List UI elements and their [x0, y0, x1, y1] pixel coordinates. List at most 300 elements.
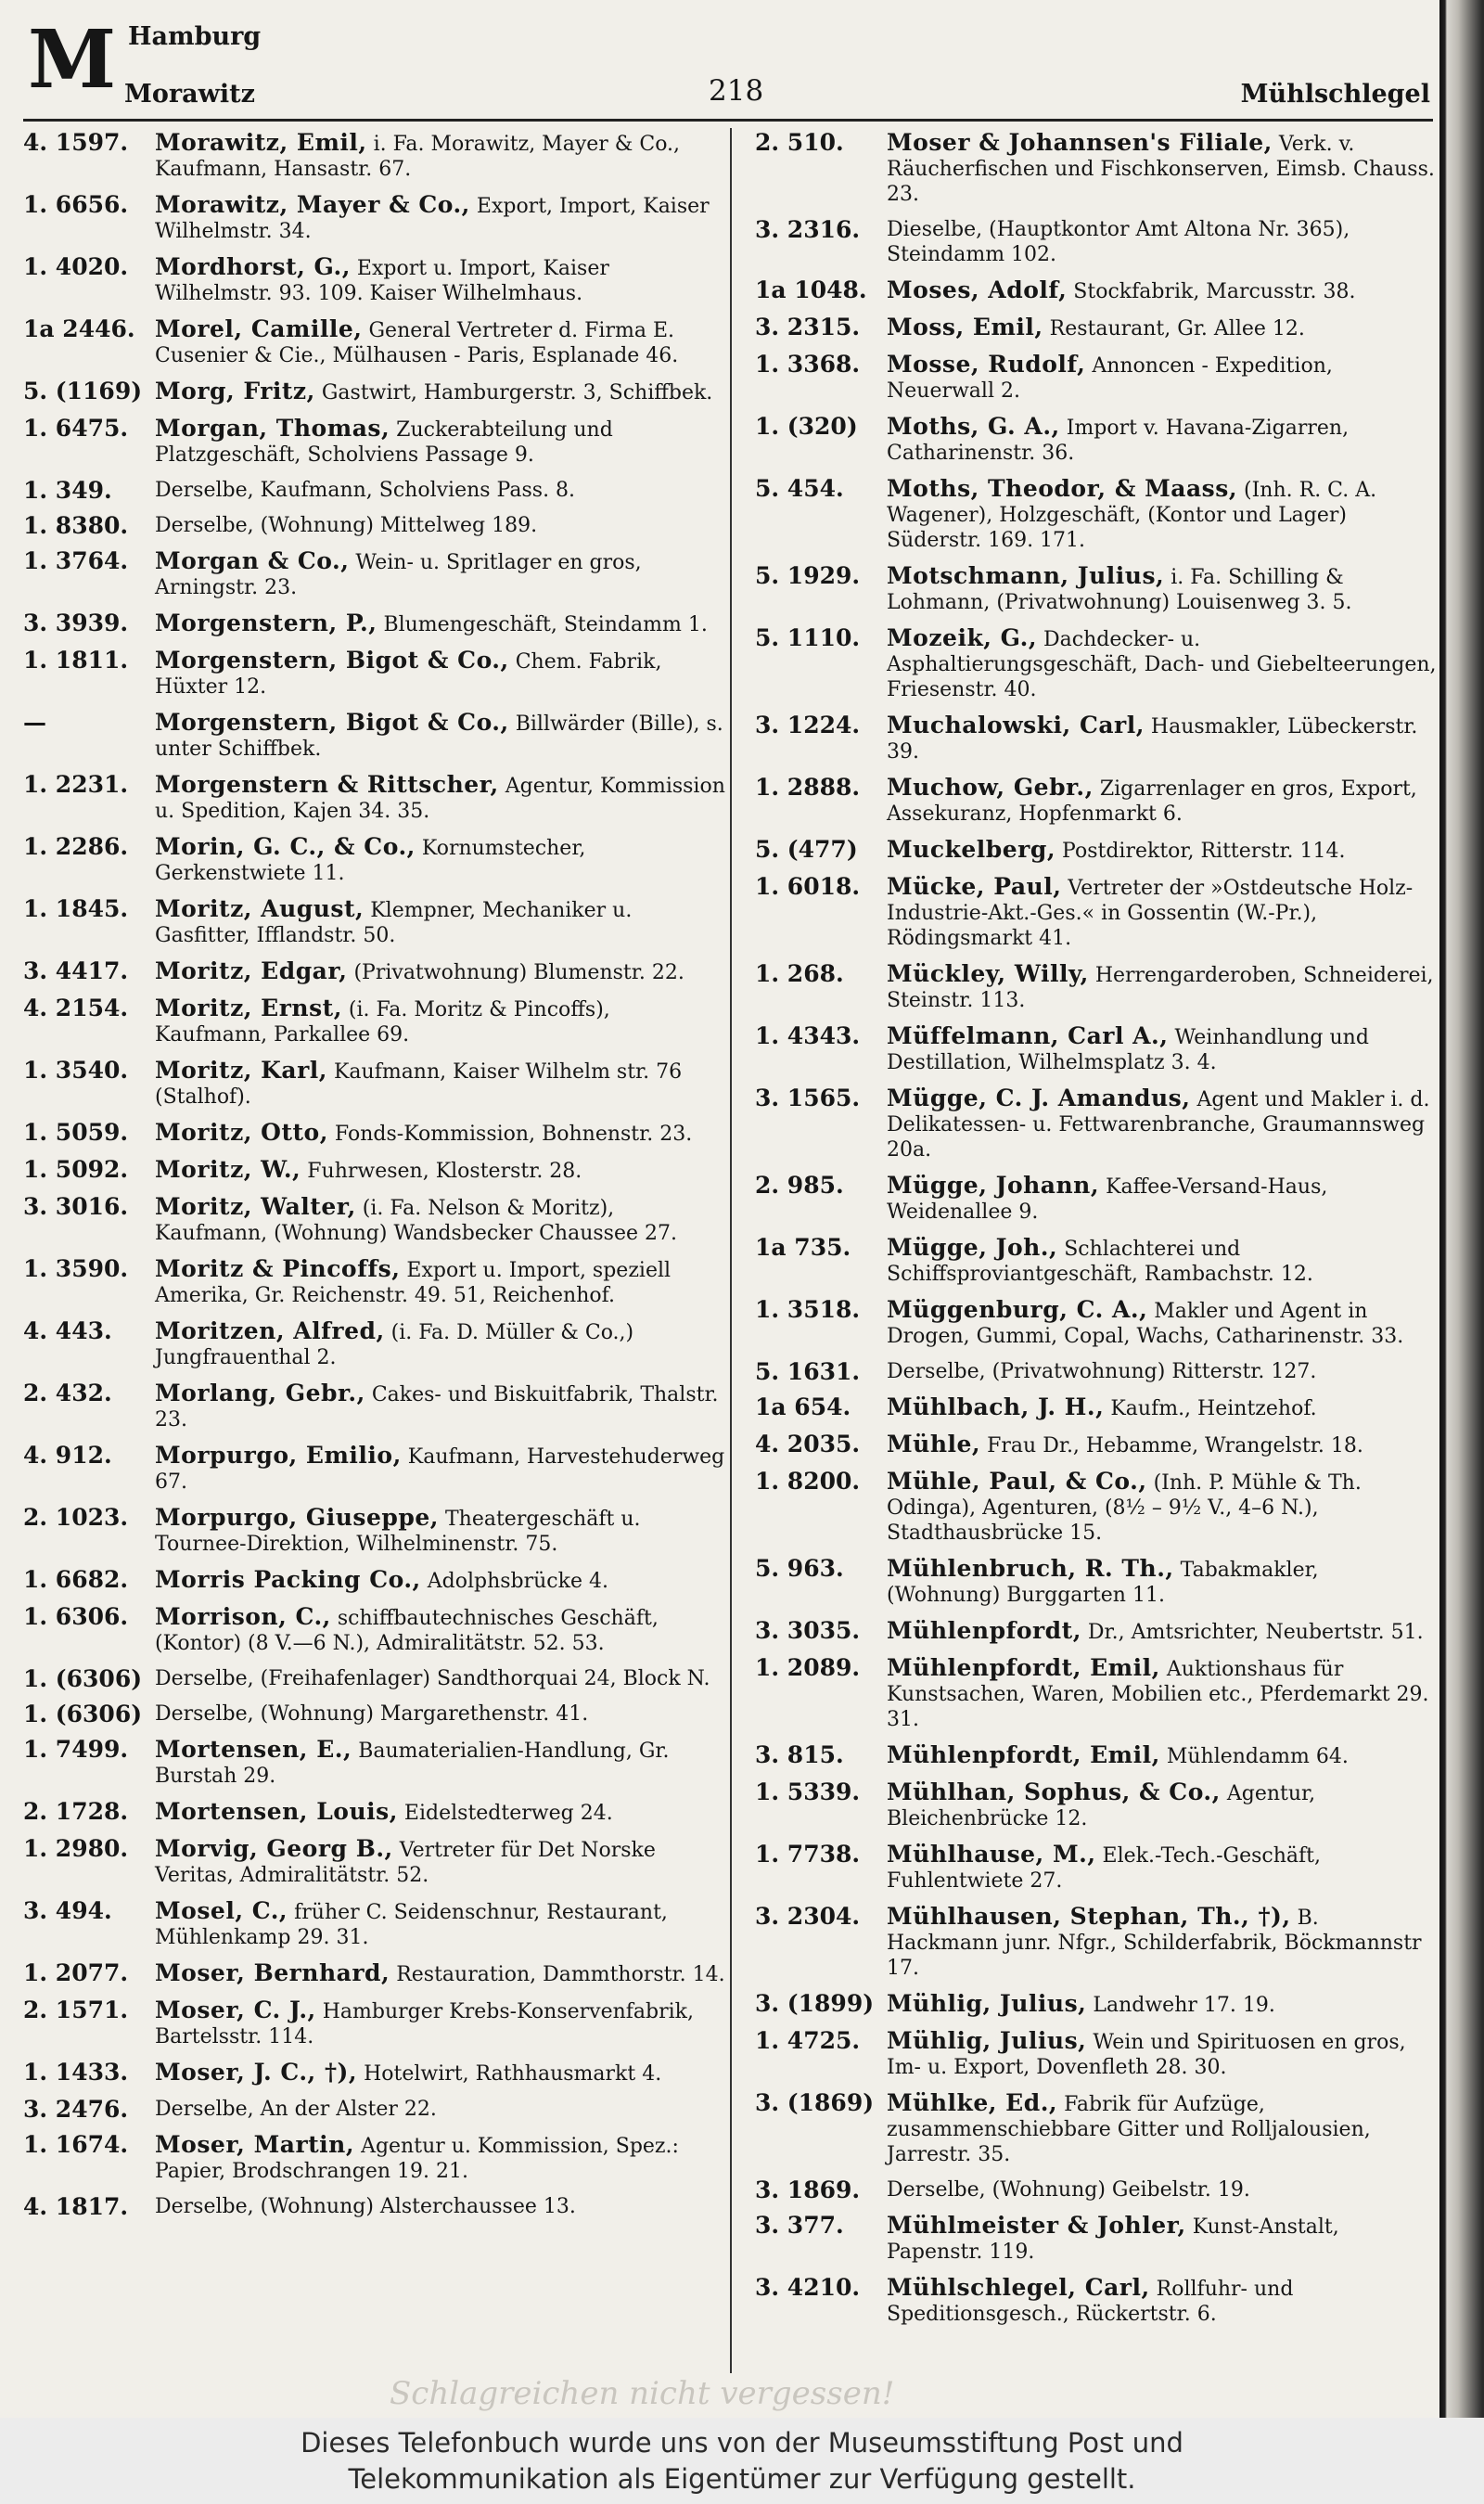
directory-entry: [755, 352, 1437, 404]
directory-entry: [755, 1779, 1437, 1831]
directory-entry: [755, 1359, 1437, 1384]
entry-name: Mühlschlegel, Carl,: [887, 2274, 1150, 2301]
directory-entry: [755, 1297, 1437, 1349]
entry-details: Fuhrwesen, Klosterstr. 28.: [307, 1160, 582, 1183]
phone-number: 2. 985.: [755, 1172, 844, 1199]
entry-name: Mühlenpfordt,: [887, 1617, 1081, 1644]
phone-number: 1. 5092.: [23, 1156, 129, 1183]
entry-name: Moritzen, Alfred,: [155, 1317, 385, 1344]
entry-name: Morgan, Thomas,: [155, 415, 390, 442]
entry-name: Morpurgo, Giuseppe,: [155, 1504, 439, 1531]
directory-entry: [755, 775, 1437, 827]
entry-name: Mügge, Joh.,: [887, 1234, 1058, 1261]
directory-entry: [23, 1120, 728, 1147]
phone-number: 1. 1845.: [23, 895, 129, 922]
directory-entry: [755, 1655, 1437, 1732]
directory-entry: [23, 1505, 728, 1557]
phone-number: 1. 1674.: [23, 2131, 129, 2158]
directory-entry: [755, 837, 1437, 864]
entry-name: Moritz, August,: [155, 895, 365, 922]
directory-entry: [23, 2194, 728, 2219]
directory-entry: [755, 1085, 1437, 1162]
entry-details: Derselbe, (Wohnung) Alsterchaussee 13.: [155, 2195, 576, 2218]
phone-number: 1. 4725.: [755, 2027, 861, 2054]
entry-name: Morlang, Gebr.,: [155, 1380, 365, 1406]
entry-name: Mordhorst, G.,: [155, 253, 351, 280]
phone-number: 1. 2980.: [23, 1835, 129, 1862]
phone-number: 4. 2154.: [23, 995, 129, 1021]
entry-name: Mügge, Johann,: [887, 1172, 1100, 1199]
phone-number: 1. (6306): [23, 1701, 143, 1727]
faded-notice: Schlagreichen nicht vergessen!: [390, 2375, 895, 2412]
directory-entry: [755, 414, 1437, 466]
entry-details: Kaffee-Versand-Haus, Weidenallee 9.: [887, 1175, 1328, 1224]
directory-entry: [755, 130, 1437, 207]
entry-name: Mücke, Paul,: [887, 873, 1062, 900]
entry-details: Adolphsbrücke 4.: [427, 1570, 608, 1593]
header-rule: [23, 119, 1433, 122]
entry-details: Kaufmann, Kaiser Wilhelm str. 76 (Stalhof).: [155, 1060, 683, 1109]
entry-name: Mühlenpfordt, Emil,: [887, 1654, 1160, 1681]
entry-details: Derselbe, (Wohnung) Geibelstr. 19.: [887, 2178, 1250, 2202]
phone-number: 1. 6475.: [23, 415, 129, 442]
directory-entry: [23, 1898, 728, 1950]
directory-entry: [755, 1173, 1437, 1225]
entry-details: Restauration, Dammthorstr. 14.: [396, 1963, 725, 1986]
entry-details: i. Fa. Schilling & Lohmann, (Privatwohnung) Louisenweg 3. 5.: [887, 566, 1352, 614]
entry-name: Mortensen, Louis,: [155, 1798, 398, 1825]
entry-details: Export u. Import, speziell Amerika, Gr. Reichenstr. 49. 51, Reichenhof.: [155, 1259, 672, 1307]
directory-entry: [23, 772, 728, 824]
phone-number: 5. 963.: [755, 1555, 844, 1582]
entry-details: Derselbe, (Privatwohnung) Ritterstr. 127.: [887, 1360, 1317, 1383]
entry-name: Muchow, Gebr.,: [887, 774, 1094, 801]
entry-name: Moser, J. C., †),: [155, 2059, 358, 2086]
entry-details: Annoncen - Expedition, Neuerwall 2.: [887, 354, 1333, 403]
entry-details: Gastwirt, Hamburgerstr. 3, Schiffbek.: [321, 381, 713, 404]
directory-entry: [23, 1380, 728, 1432]
directory-entry: [755, 1469, 1437, 1546]
phone-number: 3. 815.: [755, 1741, 844, 1768]
phone-number: 3. 1224.: [755, 712, 861, 738]
entry-details: (i. Fa. Nelson & Moritz), Kaufmann, (Wohnung) Wandsbecker Chaussee 27.: [155, 1197, 677, 1245]
directory-entry: [755, 1904, 1437, 1981]
right-column: [755, 130, 1437, 2337]
city-heading: Hamburg: [128, 22, 262, 51]
entry-details: Elek.-Tech.-Geschäft, Fuhlentwiete 27.: [887, 1844, 1322, 1893]
entry-name: Muckelberg,: [887, 836, 1056, 863]
entry-details: Fonds-Kommission, Bohnenstr. 23.: [334, 1123, 693, 1146]
phone-number: 1. (320): [755, 413, 858, 440]
entry-name: Müggenburg, C. A.,: [887, 1296, 1148, 1323]
directory-entry: [755, 1394, 1437, 1421]
entry-details: Eidelstedterweg 24.: [403, 1802, 613, 1825]
directory-entry: [755, 2090, 1437, 2167]
entry-details: Agentur, Bleichenbrücke 12.: [887, 1782, 1316, 1830]
entry-name: Morrison, C.,: [155, 1603, 331, 1630]
phone-number: 1. (6306): [23, 1665, 143, 1692]
phone-number: 1a 1048.: [755, 276, 867, 303]
entry-name: Moritz, Otto,: [155, 1119, 328, 1146]
entry-details: (i. Fa. Moritz & Pincoffs), Kaufmann, Parkallee 69.: [155, 998, 610, 1047]
entry-details: Rollfuhr- und Speditionsgesch., Rückertstr. 6.: [887, 2278, 1294, 2326]
phone-number: 2. 1728.: [23, 1798, 129, 1825]
directory-entry: [23, 1666, 728, 1691]
entry-name: Moser, C. J.,: [155, 1997, 316, 2023]
entry-name: Muchalowski, Carl,: [887, 712, 1145, 738]
directory-entry: [755, 1618, 1437, 1645]
entry-details: Agentur, Kommission u. Spedition, Kajen 34. 35.: [155, 775, 725, 823]
phone-number: 3. (1899): [755, 1990, 875, 2017]
first-entry-heading: Morawitz: [124, 80, 255, 109]
last-entry-heading: Mühlschlegel: [1240, 80, 1430, 109]
entry-name: Moritz, Walter,: [155, 1193, 356, 1220]
entry-name: Morgenstern, Bigot & Co.,: [155, 709, 509, 736]
directory-entry: [755, 2028, 1437, 2080]
directory-entry: [23, 610, 728, 637]
directory-entry: [755, 1842, 1437, 1894]
entry-details: Theatergeschäft u. Tournee-Direktion, Wilhelminenstr. 75.: [155, 1508, 641, 1556]
directory-entry: [755, 277, 1437, 304]
entry-name: Mosel, C.,: [155, 1897, 288, 1924]
phone-number: 3. 2316.: [755, 216, 861, 243]
directory-entry: [23, 1960, 728, 1987]
phone-number: 1. 1811.: [23, 647, 129, 674]
directory-entry: [755, 1432, 1437, 1458]
phone-number: 3. 1869.: [755, 2177, 861, 2203]
entry-details: Baumaterialien-Handlung, Gr. Burstah 29.: [155, 1740, 670, 1788]
entry-details: (Inh. P. Mühle & Th. Odinga), Agenturen, (8½ – 9½ V., 4–6 N.), Stadthausbrücke 15.: [887, 1471, 1362, 1545]
entry-details: Weinhandlung und Destillation, Wilhelmsplatz 3. 4.: [887, 1026, 1369, 1074]
directory-entry: [23, 1194, 728, 1246]
entry-name: Mühlbach, J. H.,: [887, 1393, 1105, 1420]
entry-details: Derselbe, (Wohnung) Margarethenstr. 41.: [155, 1702, 589, 1726]
entry-details: Hotelwirt, Rathhausmarkt 4.: [364, 2062, 662, 2086]
entry-details: Frau Dr., Hebamme, Wrangelstr. 18.: [987, 1434, 1363, 1457]
entry-name: Moritz, Edgar,: [155, 957, 348, 984]
directory-entry: [755, 1235, 1437, 1287]
phone-number: 1. 3368.: [755, 351, 861, 378]
entry-details: Derselbe, (Freihafenlager) Sandthorquai 24, Block N.: [155, 1667, 710, 1690]
directory-entry: [23, 2060, 728, 2087]
entry-details: Landwehr 17. 19.: [1093, 1994, 1275, 2017]
entry-details: Stockfabrik, Marcusstr. 38.: [1073, 280, 1356, 303]
phone-number: 1. 6682.: [23, 1566, 129, 1593]
directory-entry: [755, 2177, 1437, 2202]
phone-number: 4. 912.: [23, 1442, 112, 1469]
archive-footer: [0, 2418, 1484, 2504]
phone-number: 3. 377.: [755, 2212, 844, 2239]
directory-entry: [23, 513, 728, 538]
entry-name: Mühlig, Julius,: [887, 1990, 1087, 2017]
entry-name: Mühlke, Ed.,: [887, 2089, 1058, 2116]
directory-entry: [755, 2275, 1437, 2327]
phone-number: 3. 4417.: [23, 957, 129, 984]
phone-number: 1. 4020.: [23, 253, 129, 280]
phone-number: 1. 3590.: [23, 1255, 129, 1282]
entry-name: Mügge, C. J. Amandus,: [887, 1085, 1191, 1111]
phone-number: 4. 1817.: [23, 2193, 129, 2220]
entry-name: Moths, Theodor, & Maass,: [887, 475, 1238, 502]
phone-number: 1. 6656.: [23, 191, 129, 218]
entry-name: Moser, Martin,: [155, 2131, 355, 2158]
phone-number: 2. 432.: [23, 1380, 112, 1406]
entry-name: Moses, Adolf,: [887, 276, 1068, 303]
entry-details: (Inh. R. C. A. Wagener), Holzgeschäft, (Kontor und Lager) Süderstr. 169. 171.: [887, 479, 1377, 552]
entry-details: Cakes- und Biskuitfabrik, Thalstr. 23.: [155, 1383, 719, 1432]
directory-entry: [23, 995, 728, 1047]
entry-details: Chem. Fabrik, Hüxter 12.: [155, 650, 662, 699]
phone-number: 1. 268.: [755, 960, 844, 987]
directory-entry: [755, 1991, 1437, 2018]
entry-name: Morgenstern & Rittscher,: [155, 771, 499, 798]
entry-details: Zuckerabteilung und Platzgeschäft, Scholviens Passage 9.: [155, 418, 613, 467]
phone-number: 1. 2077.: [23, 1959, 129, 1986]
phone-number: 3. 1565.: [755, 1085, 861, 1111]
entry-details: Billwärder (Bille), s. unter Schiffbek.: [155, 713, 723, 761]
phone-number: 1. 4343.: [755, 1022, 861, 1049]
entry-details: Dr., Amtsrichter, Neubertstr. 51.: [1087, 1621, 1424, 1644]
entry-details: Hausmakler, Lübeckerstr. 39.: [887, 715, 1418, 764]
entry-details: Dieselbe, (Hauptkontor Amt Altona Nr. 365), Steindamm 102.: [887, 218, 1350, 266]
entry-name: Mosse, Rudolf,: [887, 351, 1086, 378]
entry-details: (i. Fa. D. Müller & Co.,) Jungfrauenthal 2.: [155, 1321, 634, 1369]
entry-name: Mühlmeister & Johler,: [887, 2212, 1186, 2239]
phone-number: 1. 8200.: [755, 1468, 861, 1495]
directory-entry: [23, 1157, 728, 1184]
directory-entry: [23, 1318, 728, 1370]
entry-details: Verk. v. Räucherfischen und Fischkonserven, Eimsb. Chauss. 23.: [887, 133, 1435, 206]
entry-name: Müffelmann, Carl A.,: [887, 1022, 1169, 1049]
left-column: [23, 130, 728, 2229]
entry-details: Derselbe, An der Alster 22.: [155, 2098, 437, 2121]
directory-entry: [23, 192, 728, 244]
entry-name: Mozeik, G.,: [887, 624, 1038, 651]
footer-line-2: Telekommunikation als Eigentümer zur Verfügung gestellt.: [348, 2463, 1136, 2495]
directory-entry: [755, 1556, 1437, 1608]
phone-number: 1. 5059.: [23, 1119, 129, 1146]
entry-name: Mühlhause, M.,: [887, 1841, 1096, 1868]
directory-entry: [23, 710, 728, 762]
phone-number: 3. 3939.: [23, 610, 129, 636]
phone-number: 3. (1869): [755, 2089, 875, 2116]
entry-name: Morawitz, Mayer & Co.,: [155, 191, 470, 218]
directory-entry: [755, 476, 1437, 553]
entry-details: Fabrik für Aufzüge, zusammenschiebbare Gitter und Rolljalousien, Jarrestr. 35.: [887, 2093, 1371, 2166]
entry-name: Mühlig, Julius,: [887, 2027, 1087, 2054]
directory-entry: [23, 1799, 728, 1826]
directory-entry: [23, 316, 728, 368]
entry-name: Morgan & Co.,: [155, 547, 350, 574]
entry-details: Derselbe, (Wohnung) Mittelweg 189.: [155, 514, 538, 537]
entry-name: Moths, G. A.,: [887, 413, 1060, 440]
entry-details: (Privatwohnung) Blumenstr. 22.: [353, 961, 684, 984]
phone-number: —: [23, 709, 46, 736]
directory-entry: [23, 130, 728, 182]
phone-number: 1a 735.: [755, 1234, 851, 1261]
entry-name: Morvig, Georg B.,: [155, 1835, 393, 1862]
entry-details: Vertreter der »Ostdeutsche Holz-Industrie-Akt.-Ges.« in Gossentin (W.-Pr.), Rödingsmarkt 41.: [887, 877, 1414, 950]
page-number: 218: [709, 74, 764, 108]
phone-number: 1. 3540.: [23, 1057, 129, 1084]
directory-entry: [23, 416, 728, 468]
section-letter: M: [28, 13, 117, 107]
entry-details: Export, Import, Kaiser Wilhelmstr. 34.: [155, 195, 710, 243]
phone-number: 1. 6306.: [23, 1603, 129, 1630]
directory-entry: [755, 961, 1437, 1013]
phone-number: 2. 510.: [755, 129, 844, 156]
phone-number: 3. 2315.: [755, 314, 861, 340]
page-header: [0, 0, 1439, 119]
entry-details: Blumengeschäft, Steindamm 1.: [383, 613, 708, 636]
entry-details: Derselbe, Kaufmann, Scholviens Pass. 8.: [155, 479, 576, 502]
directory-entry: [23, 254, 728, 306]
entry-details: Zigarrenlager en gros, Export, Assekuranz, Hopfenmarkt 6.: [887, 777, 1417, 826]
entry-name: Mühlhausen, Stephan, Th., †),: [887, 1903, 1291, 1930]
entry-details: Agent und Makler i. d. Delikatessen- u. Fettwarenbranche, Graumannsweg 20a.: [887, 1088, 1430, 1162]
entry-name: Moss, Emil,: [887, 314, 1043, 340]
entry-details: früher C. Seidenschnur, Restaurant, Mühlenkamp 29. 31.: [155, 1901, 668, 1949]
phone-number: 1. 2231.: [23, 771, 129, 798]
entry-details: Kunst-Anstalt, Papenstr. 119.: [887, 2215, 1339, 2264]
phone-number: 5. (1169): [23, 378, 143, 404]
directory-entry: [23, 1836, 728, 1888]
phone-number: 1. 2286.: [23, 833, 129, 860]
entry-details: Dachdecker- u. Asphaltierungsgeschäft, Dach- und Giebelteerungen, Friesenstr. 40.: [887, 628, 1437, 701]
entry-name: Moritz, W.,: [155, 1156, 301, 1183]
entry-details: i. Fa. Morawitz, Mayer & Co., Kaufmann, Hansastr. 67.: [155, 133, 681, 181]
entry-name: Morin, G. C., & Co.,: [155, 833, 416, 860]
entry-details: General Vertreter d. Firma E. Cusenier & Cie., Mülhausen - Paris, Esplanade 46.: [155, 319, 679, 367]
phone-number: 4. 2035.: [755, 1431, 861, 1457]
phone-number: 3. 4210.: [755, 2274, 861, 2301]
entry-name: Morel, Camille,: [155, 315, 363, 342]
directory-entry: [23, 896, 728, 948]
entry-details: Agentur u. Kommission, Spez.: Papier, Brodschrangen 19. 21.: [155, 2135, 679, 2183]
entry-name: Morg, Fritz,: [155, 378, 315, 404]
directory-entry: [23, 1567, 728, 1594]
entry-name: Morawitz, Emil,: [155, 129, 367, 156]
entry-name: Mühlenpfordt, Emil,: [887, 1741, 1160, 1768]
entry-details: Export u. Import, Kaiser Wilhelmstr. 93. 109. Kaiser Wilhelmhaus.: [155, 257, 609, 305]
entry-name: Mühle, Paul, & Co.,: [887, 1468, 1147, 1495]
entry-details: Wein und Spirituosen en gros, Im- u. Export, Dovenfleth 28. 30.: [887, 2031, 1406, 2079]
directory-entry: [755, 874, 1437, 951]
entry-details: Restaurant, Gr. Allee 12.: [1049, 317, 1305, 340]
footer-line-1: Dieses Telefonbuch wurde uns von der Museumsstiftung Post und: [301, 2427, 1183, 2459]
phone-number: 4. 1597.: [23, 129, 129, 156]
directory-entry: [23, 478, 728, 503]
phone-number: 5. 1929.: [755, 562, 861, 589]
phone-number: 1. 3518.: [755, 1296, 861, 1323]
directory-entry: [755, 315, 1437, 341]
entry-details: Schlachterei und Schiffsproviantgeschäft, Rambachstr. 12.: [887, 1238, 1313, 1286]
entry-details: Tabakmakler, (Wohnung) Burggarten 11.: [887, 1559, 1319, 1607]
phone-number: 1. 1433.: [23, 2059, 129, 2086]
directory-entry: [23, 1256, 728, 1308]
directory-entry: [755, 563, 1437, 615]
phone-number: 1. 7499.: [23, 1736, 129, 1763]
entry-details: Mühlendamm 64.: [1166, 1745, 1349, 1768]
phone-number: 5. (477): [755, 836, 858, 863]
entry-name: Moser, Bernhard,: [155, 1959, 390, 1986]
entry-details: Kaufm., Heintzehof.: [1110, 1397, 1317, 1420]
entry-name: Mortensen, E.,: [155, 1736, 352, 1763]
entry-details: Wein- u. Spritlager en gros, Arningstr. 23.: [155, 551, 642, 599]
entry-details: schiffbautechnisches Geschäft, (Kontor) (8 V.—6 N.), Admiralitätstr. 52. 53.: [155, 1607, 659, 1655]
entry-details: Klempner, Mechaniker u. Gasfitter, Ifflandstr. 50.: [155, 899, 633, 947]
phone-number: 5. 1110.: [755, 624, 861, 651]
directory-entry: [23, 648, 728, 700]
phone-number: 2. 1571.: [23, 1997, 129, 2023]
entry-name: Moritz, Ernst,: [155, 995, 342, 1021]
directory-entry: [755, 1023, 1437, 1075]
directory-entry: [23, 834, 728, 886]
directory-entry: [755, 217, 1437, 267]
entry-details: Herrengarderoben, Schneiderei, Steinstr. 113.: [887, 964, 1434, 1012]
phone-number: 1. 3764.: [23, 547, 129, 574]
entry-details: Postdirektor, Ritterstr. 114.: [1062, 840, 1346, 863]
entry-name: Moritz, Karl,: [155, 1057, 327, 1084]
phone-number: 1. 2089.: [755, 1654, 861, 1681]
directory-entry: [23, 1701, 728, 1727]
entry-details: Makler und Agent in Drogen, Gummi, Copal, Wachs, Catharinenstr. 33.: [887, 1300, 1404, 1348]
entry-name: Morris Packing Co.,: [155, 1566, 421, 1593]
phone-number: 1. 2888.: [755, 774, 861, 801]
entry-details: Auktionshaus für Kunstsachen, Waren, Mobilien etc., Pferdemarkt 29. 31.: [887, 1658, 1429, 1731]
entry-details: B. Hackmann junr. Nfgr., Schilderfabrik, Böckmannstr 17.: [887, 1907, 1422, 1980]
directory-entry: [23, 1443, 728, 1495]
book-spine-edge: [1439, 0, 1484, 2418]
phone-number: 1. 349.: [23, 477, 112, 504]
directory-entry: [755, 1742, 1437, 1769]
entry-name: Moser & Johannsen's Filiale,: [887, 129, 1273, 156]
directory-entry: [755, 625, 1437, 702]
directory-entry: [23, 2132, 728, 2184]
entry-name: Morpurgo, Emilio,: [155, 1442, 402, 1469]
entry-name: Motschmann, Julius,: [887, 562, 1165, 589]
phone-number: 1a 2446.: [23, 315, 135, 342]
phone-number: 2. 1023.: [23, 1504, 129, 1531]
entry-name: Mühle,: [887, 1431, 981, 1457]
phone-number: 4. 443.: [23, 1317, 112, 1344]
phone-number: 3. 3016.: [23, 1193, 129, 1220]
entry-details: Import v. Havana-Zigarren, Catharinenstr. 36.: [887, 417, 1350, 465]
directory-entry: [23, 1604, 728, 1656]
entry-details: Kaufmann, Harvestehuderweg 67.: [155, 1445, 725, 1494]
directory-entry: [755, 2213, 1437, 2265]
directory-entry: [23, 958, 728, 985]
directory-entry: [23, 548, 728, 600]
column-divider: [730, 128, 732, 2373]
phone-number: 1a 654.: [755, 1393, 851, 1420]
phone-number: 3. 2476.: [23, 2096, 129, 2123]
entry-details: Vertreter für Det Norske Veritas, Admiralitätstr. 52.: [155, 1839, 656, 1887]
entry-name: Morgenstern, P.,: [155, 610, 377, 636]
directory-entry: [23, 1058, 728, 1110]
entry-name: Mühlhan, Sophus, & Co.,: [887, 1778, 1221, 1805]
phone-number: 3. 2304.: [755, 1903, 861, 1930]
phone-number: 3. 494.: [23, 1897, 112, 1924]
directory-entry: [23, 379, 728, 405]
directory-entry: [23, 2097, 728, 2122]
directory-entry: [23, 1997, 728, 2049]
phone-number: 1. 8380.: [23, 512, 129, 539]
entry-name: Morgenstern, Bigot & Co.,: [155, 647, 509, 674]
entry-details: Kornumstecher, Gerkenstwiete 11.: [155, 837, 586, 885]
phone-number: 1. 5339.: [755, 1778, 861, 1805]
entry-details: Hamburger Krebs-Konservenfabrik, Bartelsstr. 114.: [155, 2000, 694, 2048]
